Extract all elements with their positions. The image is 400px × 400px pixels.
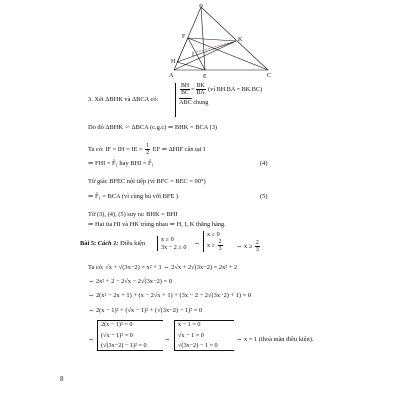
- bai5-cond-result: ⇔ x ≥ $\frac{2}{3}$: [236, 240, 259, 253]
- line-f1-bca: ⇒ F̂₁ = BCA (vì cùng bù với BFE ): [88, 193, 179, 200]
- point-h-label: H: [171, 59, 176, 65]
- bai5-heading: Bài 5: Cách 1: Điều kiện: [80, 240, 146, 247]
- eq-number-5: (5): [260, 193, 268, 200]
- line-fhi: ⇒ FHI = F̂₁ hay BHI = F̂₁: [88, 160, 154, 167]
- line-if-ih: Ta có: IF = IH = IE = $\frac{1}{2}$ EF ⇒ ΔHIF cân tại I: [88, 143, 206, 156]
- eq-line-1: Ta có: √x + √(3x−2) = x² + 1 ⇔ 2√x + 2√(3x−2) = 2x² + 2: [88, 264, 238, 271]
- point-c-label: C: [267, 73, 272, 79]
- page-number: 8: [60, 375, 64, 383]
- point-a-label: A: [169, 73, 174, 79]
- triangle-figure: [168, 4, 278, 82]
- point-i-label: I: [192, 52, 194, 58]
- point-e-label: E: [203, 74, 207, 80]
- eq-line-4: ⇔ 2(x − 1)² + (√x − 1)² + (√(3x−2) − 1)² = 0: [88, 307, 203, 314]
- eq-line-3: ⇔ 2(x² − 2x + 1) + (x − 2√x + 1) + (3x − 2 − 2√(3x−2) + 1) = 0: [88, 292, 252, 299]
- point-b-label: B: [199, 4, 204, 9]
- part3-brace: $\frac{BH}{BC}$ = $\frac{BK}{BA}$ (vì BH.BA = BK.BC) $\overline{ABC}$ chung: [175, 83, 262, 117]
- line-collinear: ⇒ Hai tia HI và HK trùng nhau ⇒ H, I, K thẳng hàng.: [88, 221, 226, 228]
- final-answer: ⇔ x = 1 (thoả mãn điều kiện).: [236, 336, 314, 343]
- line-similar: Do đó ΔBHK ∽ ΔBCA (c.g.c) ⇒ BHK = BCA (3): [88, 124, 218, 131]
- point-f-label: F: [182, 34, 186, 40]
- eq-number-4: (4): [260, 160, 268, 167]
- part3-intro: 3. Xét ΔBHK và ΔBCA có:: [88, 96, 159, 103]
- altitude-be: [201, 7, 205, 70]
- eq-line-2: ⇔ 2x² + 2 − 2√x − 2√(3x−2) = 0: [88, 278, 172, 285]
- bai5-cond-brace-2: x ≥ 0 x ≥ $\frac{2}{3}$: [203, 231, 224, 252]
- point-k-label: K: [238, 37, 243, 43]
- system-2: x − 1 = 0 √x − 1 = 0 √(3x−2) − 1 = 0: [174, 320, 234, 351]
- bai5-cond-brace: x ≥ 0 3x − 2 ≥ 0: [157, 236, 186, 251]
- line-conclude: Từ (3), (4), (5) suy ra: BHK = BHI: [88, 211, 178, 218]
- system-1: 2(x − 1)² = 0 (√x − 1)² = 0 (√(3x−2) − 1)² = 0: [97, 320, 163, 351]
- line-cyclic: Từ giác BFEC nội tiếp (vì BFC = BEC = 90°): [88, 178, 206, 185]
- side-bc: [201, 7, 268, 70]
- document-page: B F K H I A E C 3. Xét ΔBHK và ΔBCA có: $\frac{BH}{BC}$ = $\frac{BK}{BA}$ (vì BH.BA = BK.BC) $\overline{ABC}$ chung Do đó ΔBHK ∽ ΔBCA (c.g.c) ⇒ BHK = BCA (3) Ta có: IF = IH = IE = $\frac{1}{2}$ EF ⇒ ΔHIF cân tại I ⇒ FHI = F̂₁ hay BHI = F̂₁ (4) Từ giác BFEC nội tiếp (vì BFC = BEC = 90°) ⇒ F̂₁ = BCA (vì cùng bù với BFE ) (5) Từ (3), (4), (5) suy ra: BHK = BHI ⇒ Hai tia HI và HK trùng nhau ⇒ H, I, K thẳng hàng. Bài 5: Cách 1: Điều kiện x ≥ 0 3x − 2 ≥ 0 ⇔ x ≥ 0 x ≥ $\frac{2}{3}$ ⇔ x ≥ $\frac{2}{3}$ Ta có: √x + √(3x−2) = x² + 1 ⇔ 2√x + 2√(3x−2) = 2x² + 2 ⇔ 2x² + 2 − 2√x − 2√(3x−2) = 0 ⇔ 2(x² − 2x + 1) + (x − 2√x + 1) + (3x − 2 − 2√(3x−2) + 1) = 0 ⇔ 2(x − 1)² + (√x − 1)² + (√(3x−2) − 1)² = 0 ⇔ 2(x − 1)² = 0 (√x − 1)² = 0 (√(3x−2) − 1)² = 0 ⇔ x − 1 = 0 √x − 1 = 0 √(3x−2) − 1 = 0 ⇔ x = 1 (thoả mãn điều kiện). 8: [60, 4, 314, 383]
